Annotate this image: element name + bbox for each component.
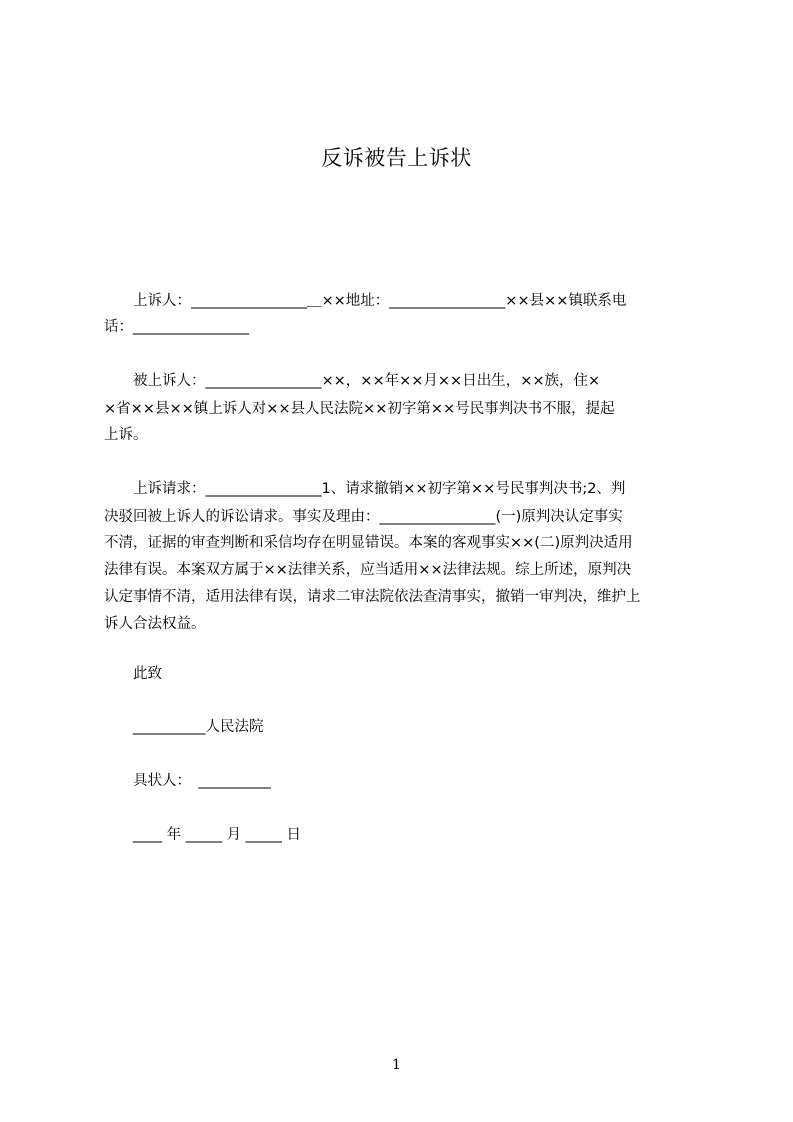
- date-line: ____ 年 _____ 月 _____ 日: [104, 827, 302, 843]
- salutation-line: 此致: [104, 666, 162, 682]
- document-title: 反诉被告上诉状: [321, 146, 472, 170]
- claims-line-3: 不清，证据的审查判断和采信均存在明显错误。本案的客观事实××(二)原判决适用: [104, 535, 633, 551]
- appellee-line-2: ×省××县××镇上诉人对××县人民法院××初字第××号民事判决书不服，提起: [104, 401, 615, 417]
- claims-line-1: 上诉请求：________________1、请求撤销××初字第××号民事判决书;2、判: [104, 481, 626, 497]
- signer-line: 具状人： __________: [104, 773, 271, 789]
- claims-line-5: 认定事情不清，适用法律有误，请求二审法院依法查清事实，撤销一审判决，维护上: [104, 589, 641, 605]
- claims-line-2: 决驳回被上诉人的诉讼请求。事实及理由：________________(一)原判决认定事实: [104, 509, 623, 525]
- claims-line-6: 诉人合法权益。: [104, 616, 206, 632]
- claims-line-4: 法律有误。本案双方属于××法律关系，应当适用××法律法规。综上所述，原判决: [104, 562, 632, 578]
- appellant-phone-line: 话：________________: [104, 319, 249, 335]
- court-line: __________人民法院: [104, 719, 264, 735]
- appellee-line-1: 被上诉人：________________××，××年××月××日出生，××族，住×: [104, 373, 601, 389]
- page-number: 1: [392, 1057, 401, 1073]
- appellee-line-3: 上诉。: [104, 427, 148, 443]
- appellant-line: 上诉人：________________＿××地址：________________××县××镇联系电: [104, 293, 627, 309]
